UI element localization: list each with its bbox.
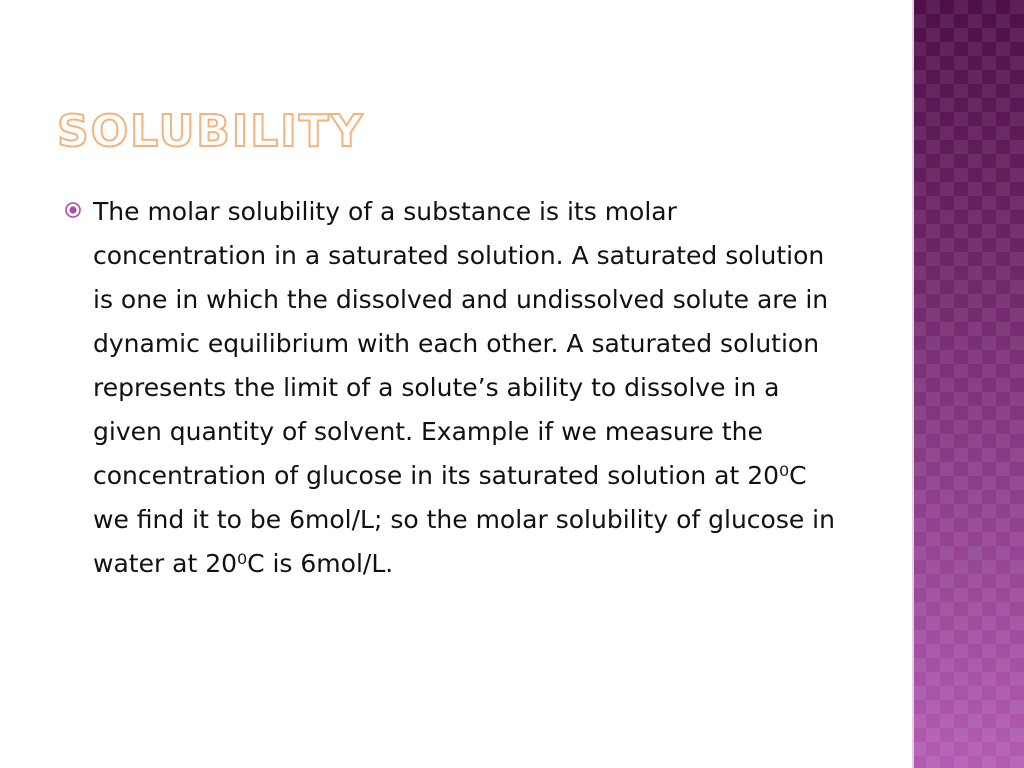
circled-dot-bullet-icon	[64, 201, 82, 219]
slide-title: SOLUBILITY	[57, 106, 365, 157]
bullet-text: The molar solubility of a substance is its molar concentration in a saturated solution. A saturated solution is one in which the dissolved and undissolved solute are in dynamic equilibrium with each other. A saturated solution represents the limit of a solute’s ability to dissolve in a given quantity of solvent. Example if we measure the concentration of glucose in its saturated solution at 20⁰C we find it to be 6mol/L; so the molar solubility of glucose in water at 20⁰C is 6mol/L.	[93, 197, 835, 578]
content-body	[64, 190, 844, 586]
bullet-item	[64, 190, 844, 586]
decorative-side-band	[912, 0, 1024, 768]
side-band-divider	[912, 0, 914, 768]
